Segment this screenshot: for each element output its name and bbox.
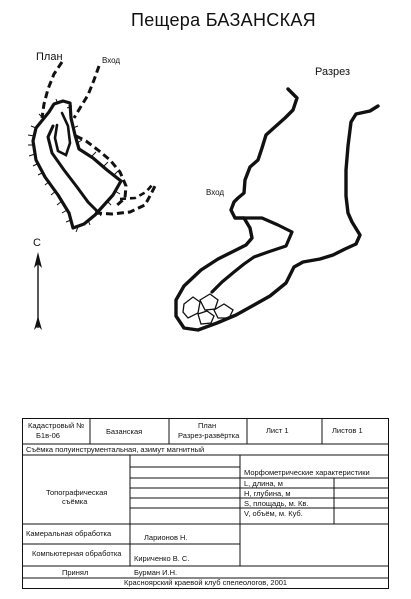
chamber-processing-name: Ларионов Н. (144, 533, 188, 542)
section-label: Разрез (315, 66, 351, 78)
north-label: С (33, 237, 41, 249)
computer-processing-label: Компьютерная обработка (32, 549, 122, 558)
plan-outer-wall (33, 101, 121, 228)
north-arrow-icon (34, 252, 42, 330)
section-left-wall (176, 89, 378, 330)
depth-row: H, глубина, м (244, 489, 291, 498)
survey-method: Съёмка полуинструментальная, азимут магнитный (26, 445, 205, 454)
cave-name-cell: Базанская (106, 427, 143, 436)
plan-surface-dashed-4 (95, 186, 155, 214)
sheets-cell: Листов 1 (332, 426, 363, 435)
entrance-label-section: Вход (206, 188, 225, 197)
chamber-processing-label: Камеральная обработка (26, 529, 112, 538)
plan-inner-lobe (55, 113, 70, 155)
cadastral-label: Кадастровый № (28, 421, 85, 430)
volume-row: V, объём, м. Куб. (244, 509, 303, 518)
length-row: L, длина, м (244, 479, 283, 488)
area-row: S, площадь, м. Кв. (244, 499, 309, 508)
plan-type-cell: План (198, 421, 217, 430)
accepted-name: Бурман И.Н. (134, 568, 178, 577)
computer-processing-name: Кириченко В. С. (134, 554, 190, 563)
drawing-title: Пещера БАЗАНСКАЯ (131, 10, 316, 30)
plan-label: План (36, 51, 63, 63)
plan-surface-dashed-2 (74, 66, 99, 118)
entrance-label-plan: Вход (102, 56, 121, 65)
topo-survey-label: Топографическая (46, 488, 108, 497)
club-credit: Красноярский краевой клуб спелеологов, 2001 (124, 578, 288, 587)
topo-survey-label-2: съёмка (62, 497, 88, 506)
morphometric-header: Морфометрические характеристики (244, 468, 370, 477)
sheet-cell: Лист 1 (266, 426, 289, 435)
cadastral-number: Б1в-06 (36, 431, 60, 440)
title-block (22, 418, 389, 589)
accepted-label: Принял (62, 568, 89, 577)
plan-type-cell-2: Разрез-развёртка (178, 431, 240, 440)
